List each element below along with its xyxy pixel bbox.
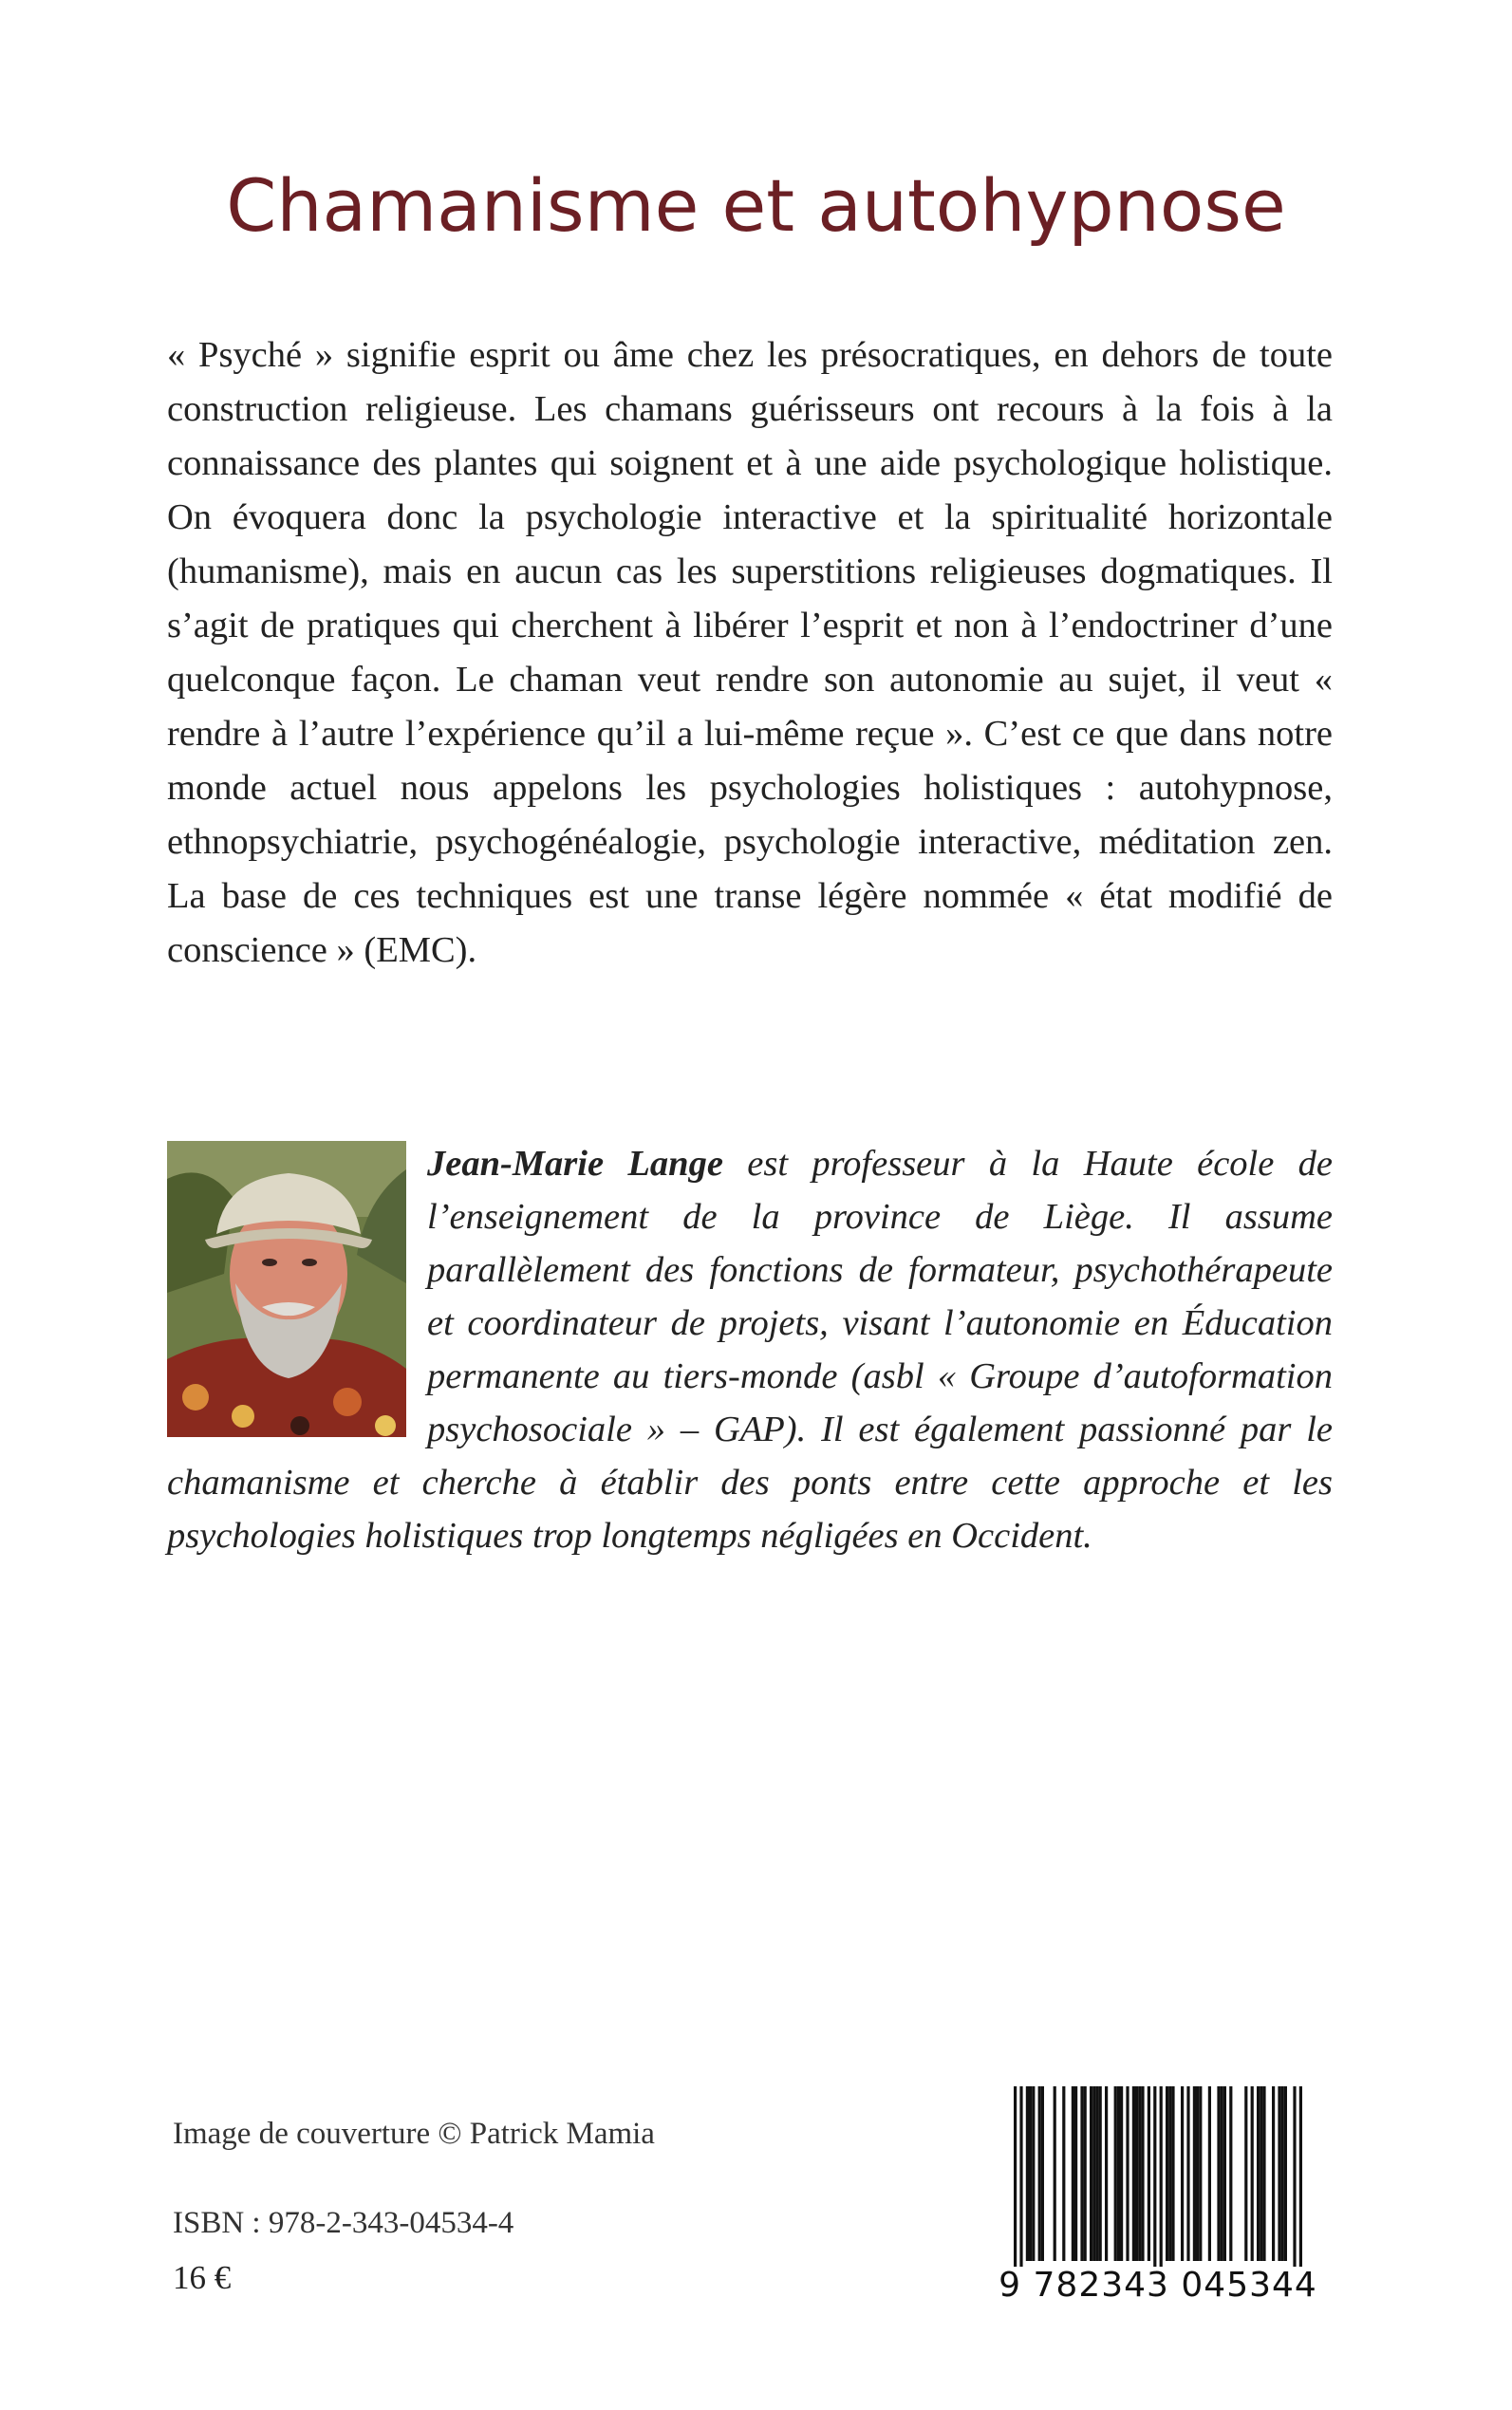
- barcode-bar: [1014, 2086, 1017, 2267]
- barcode-bar: [1141, 2086, 1144, 2261]
- barcode-bar: [1080, 2086, 1083, 2261]
- author-portrait-image: [167, 1141, 406, 1437]
- barcode-bars: [995, 2081, 1321, 2267]
- barcode-bar: [1099, 2086, 1102, 2261]
- barcode-digits: 9 782343 045344: [999, 2266, 1317, 2305]
- barcode-bar: [1168, 2086, 1171, 2261]
- barcode-bar: [1193, 2086, 1196, 2261]
- barcode-bar: [1084, 2086, 1087, 2261]
- barcode-bar: [1217, 2086, 1220, 2261]
- barcode-bar: [1160, 2086, 1163, 2267]
- barcode-bar: [1092, 2086, 1095, 2261]
- barcode-bar: [1251, 2086, 1254, 2261]
- barcode-bar: [1278, 2086, 1280, 2261]
- barcode-bar: [1038, 2086, 1041, 2261]
- barcode-bar: [1299, 2086, 1302, 2267]
- barcode-bar: [1208, 2086, 1211, 2261]
- barcode-bar: [1105, 2086, 1108, 2261]
- author-bio-block: [167, 1137, 1333, 1562]
- barcode-bar: [1074, 2086, 1077, 2261]
- barcode-bar: [1029, 2086, 1032, 2261]
- cover-credit: Image de couverture © Patrick Mamia: [173, 2117, 655, 2151]
- barcode-bar: [1262, 2086, 1265, 2261]
- barcode-bar: [1186, 2086, 1189, 2261]
- barcode-bar: [1272, 2086, 1275, 2261]
- barcode-bar: [1284, 2086, 1287, 2261]
- barcode-bar: [1032, 2086, 1035, 2261]
- barcode-bar: [1095, 2086, 1098, 2261]
- isbn: ISBN : 978-2-343-04534-4: [173, 2206, 514, 2240]
- barcode-bar: [1181, 2086, 1184, 2261]
- barcode-bar: [1293, 2086, 1296, 2267]
- barcode-bar: [1244, 2086, 1247, 2261]
- barcode-bar: [1138, 2086, 1141, 2261]
- author-photo: [167, 1141, 406, 1437]
- barcode-bar: [1117, 2086, 1120, 2261]
- barcode-bar: [1132, 2086, 1135, 2261]
- book-blurb: « Psyché » signifie esprit ou âme chez les présocratiques, en dehors de toute construction religieuse. Les chamans guérisseurs ont recours à la fois à la connaissance des plantes qui soignent et à une aide psychologique holistique. On évoquera donc la psychologie interactive et la spiritualité horizontale (humanisme), mais en aucun cas les superstitions religieuses dogmatiques. Il s’agit de pratiques qui cherchent à libérer l’esprit et non à l’endoctriner d’une quelconque façon. Le chaman veut rendre son autonomie au sujet, il veut « rendre à l’autre l’expérience qu’il a lui-même reçue ». C’est ce que dans notre monde actuel nous appelons les psychologies holistiques : autohypnose, ethnopsychiatrie, psychogénéalogie, psychologie interactive, méditation zen. La base de ces techniques est une transe légère nommée « état modifié de conscience » (EMC).: [167, 335, 1333, 970]
- barcode-bar: [1090, 2086, 1092, 2261]
- barcode-bar: [1062, 2086, 1065, 2261]
- barcode-bar: [1166, 2086, 1168, 2261]
- barcode-bar: [1126, 2086, 1129, 2261]
- barcode-bar: [1054, 2086, 1056, 2261]
- barcode-bar: [1153, 2086, 1156, 2267]
- barcode-bar: [1026, 2086, 1029, 2261]
- author-bio: est professeur à la Haute école de l’enseignement de la province de Liège. Il assume parallèlement des fonctions de formateur, psychothérapeute et coordinateur de projets, visant l’autonomie en Éducation permanente au tiers-monde (asbl « Groupe d’autoformation psychosociale » – GAP). Il est également passionné par le chamanisme et cherche à établir des ponts entre cette approche et les psychologies holistiques trop longtemps négligées en Occident.: [167, 1144, 1334, 1556]
- barcode-bar: [1196, 2086, 1199, 2261]
- book-title: Chamanisme et autohypnose: [226, 162, 1286, 248]
- barcode-bar: [1135, 2086, 1138, 2261]
- price: 16 €: [173, 2259, 232, 2296]
- barcode-bar: [1148, 2086, 1150, 2261]
- barcode-bar: [1260, 2086, 1262, 2261]
- barcode: [995, 2081, 1321, 2308]
- barcode-bar: [1199, 2086, 1202, 2261]
- barcode-bar: [1229, 2086, 1232, 2261]
- barcode-bar: [1072, 2086, 1074, 2261]
- barcode-bar: [1171, 2086, 1174, 2261]
- barcode-bar: [1221, 2086, 1223, 2261]
- barcode-bar: [1281, 2086, 1284, 2261]
- barcode-bar: [1120, 2086, 1123, 2261]
- barcode-bar: [1257, 2086, 1260, 2261]
- barcode-bar: [1041, 2086, 1044, 2261]
- author-name: Jean-Marie Lange: [427, 1144, 723, 1184]
- barcode-bar: [1223, 2086, 1226, 2261]
- barcode-bar: [1019, 2086, 1022, 2267]
- barcode-bar: [1114, 2086, 1117, 2261]
